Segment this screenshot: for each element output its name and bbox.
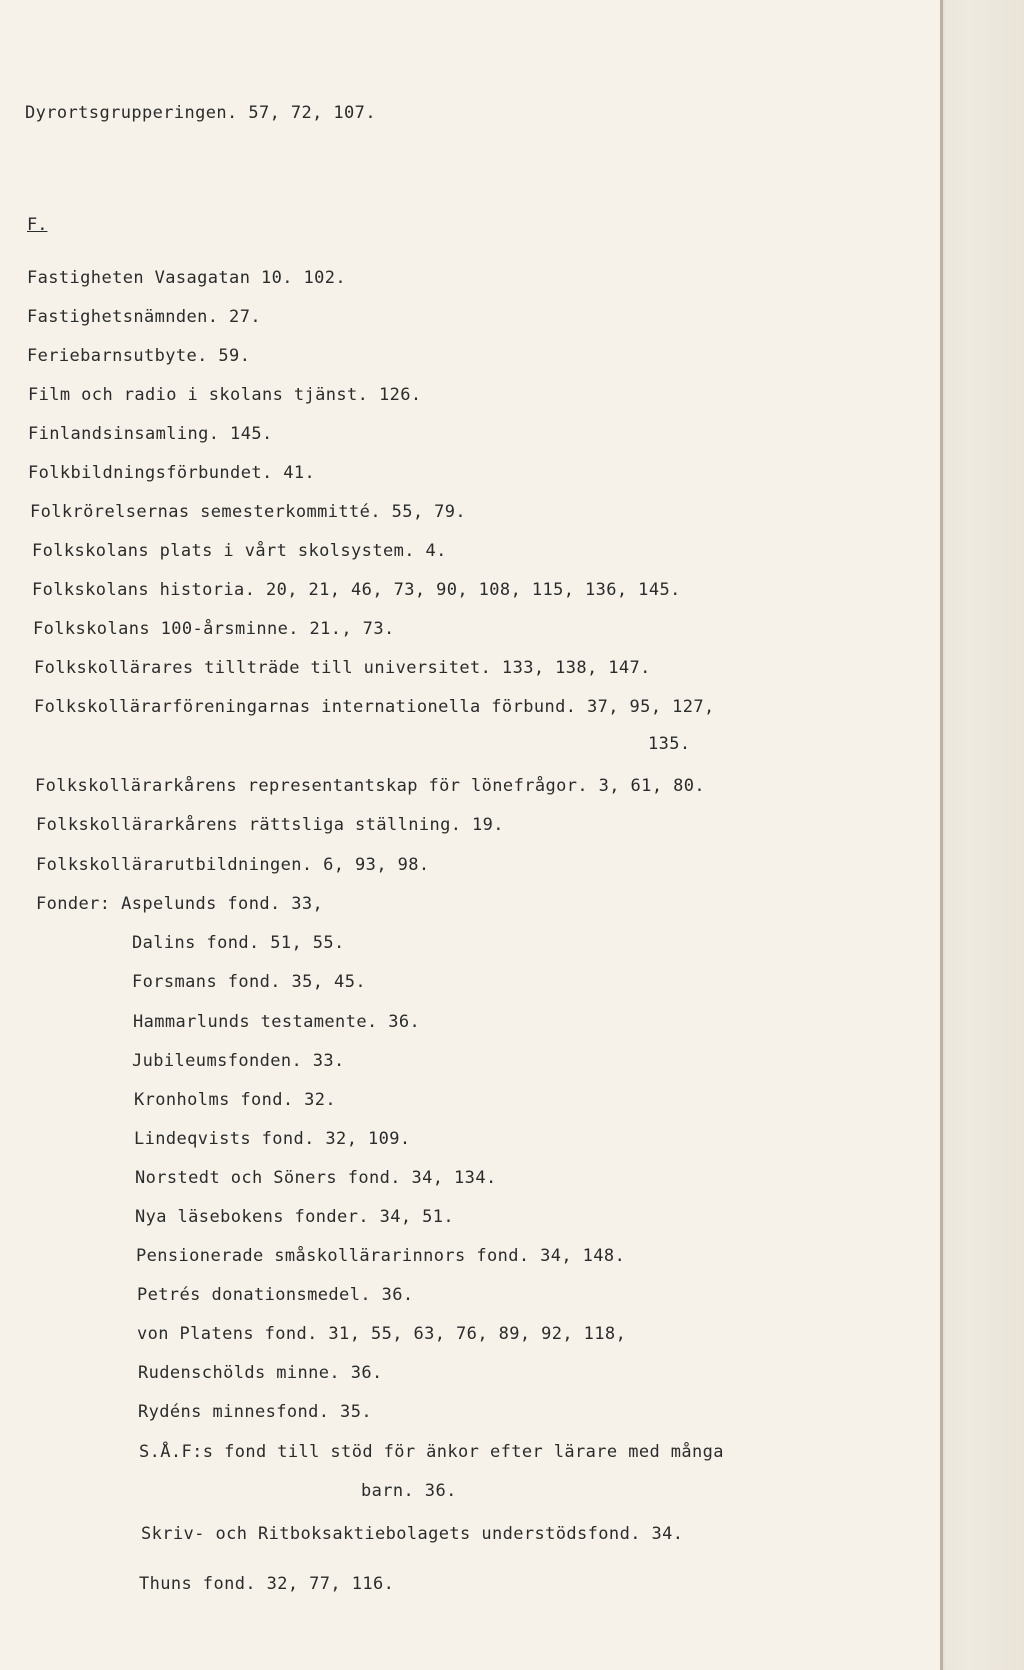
fund-entry: Nya läsebokens fonder. 34, 51. [135, 1207, 455, 1227]
page-edge [940, 0, 1024, 1670]
index-entry: Folkskolans 100-årsminne. 21., 73. [33, 619, 395, 639]
index-entry: Feriebarnsutbyte. 59. [27, 346, 251, 366]
fund-entry: Norstedt och Söners fond. 34, 134. [135, 1168, 497, 1188]
index-entry: Fastigheten Vasagatan 10. 102. [27, 268, 347, 288]
index-entry-continuation: 135. [648, 734, 691, 754]
fund-entry: Dalins fond. 51, 55. [132, 933, 345, 953]
fund-entry: Petrés donationsmedel. 36. [137, 1285, 414, 1305]
index-entry: Fastighetsnämnden. 27. [27, 307, 261, 327]
index-entry: Folkskollärarutbildningen. 6, 93, 98. [36, 855, 430, 875]
fund-entry: Jubileumsfonden. 33. [132, 1051, 345, 1071]
fund-entry: Kronholms fond. 32. [134, 1090, 337, 1110]
index-entry-fonder: Fonder: Aspelunds fond. 33, [36, 894, 324, 914]
index-entry: Folkskollärares tillträde till universitet. 133, 138, 147. [34, 658, 651, 678]
fund-entry: Rudenschölds minne. 36. [138, 1363, 383, 1383]
fund-entry: Hammarlunds testamente. 36. [133, 1012, 421, 1032]
index-entry: Folkskolans historia. 20, 21, 46, 73, 90, 108, 115, 136, 145. [32, 580, 681, 600]
index-entry: Folkskollärarkårens representantskap för lönefrågor. 3, 61, 80. [35, 776, 705, 796]
index-entry-dyrortsgrupperingen: Dyrortsgrupperingen. 57, 72, 107. [25, 103, 376, 123]
index-entry: Folkskolans plats i vårt skolsystem. 4. [32, 541, 447, 561]
index-entry: Folkbildningsförbundet. 41. [28, 463, 316, 483]
index-entry: Folkskollärarkårens rättsliga ställning. 19. [36, 815, 504, 835]
index-entry: Folkskollärarföreningarnas internationella förbund. 37, 95, 127, [34, 697, 715, 717]
fund-entry: Thuns fond. 32, 77, 116. [139, 1574, 395, 1594]
index-entry: Film och radio i skolans tjänst. 126. [28, 385, 422, 405]
fund-entry: Rydéns minnesfond. 35. [138, 1402, 372, 1422]
index-entry: Finlandsinsamling. 145. [28, 424, 273, 444]
fund-entry: Skriv- och Ritboksaktiebolagets understödsfond. 34. [141, 1524, 684, 1544]
fund-entry: Pensionerade småskollärarinnors fond. 34, 148. [136, 1246, 626, 1266]
fund-entry: Lindeqvists fond. 32, 109. [134, 1129, 411, 1149]
fund-entry: S.Å.F:s fond till stöd för änkor efter lärare med många [139, 1442, 724, 1462]
fund-entry: von Platens fond. 31, 55, 63, 76, 89, 92, 118, [137, 1324, 627, 1344]
fund-entry: Forsmans fond. 35, 45. [132, 972, 366, 992]
index-entry: Folkrörelsernas semesterkommitté. 55, 79. [30, 502, 467, 522]
section-heading-f: F. [27, 215, 48, 235]
fund-entry-continuation: barn. 36. [361, 1481, 457, 1501]
